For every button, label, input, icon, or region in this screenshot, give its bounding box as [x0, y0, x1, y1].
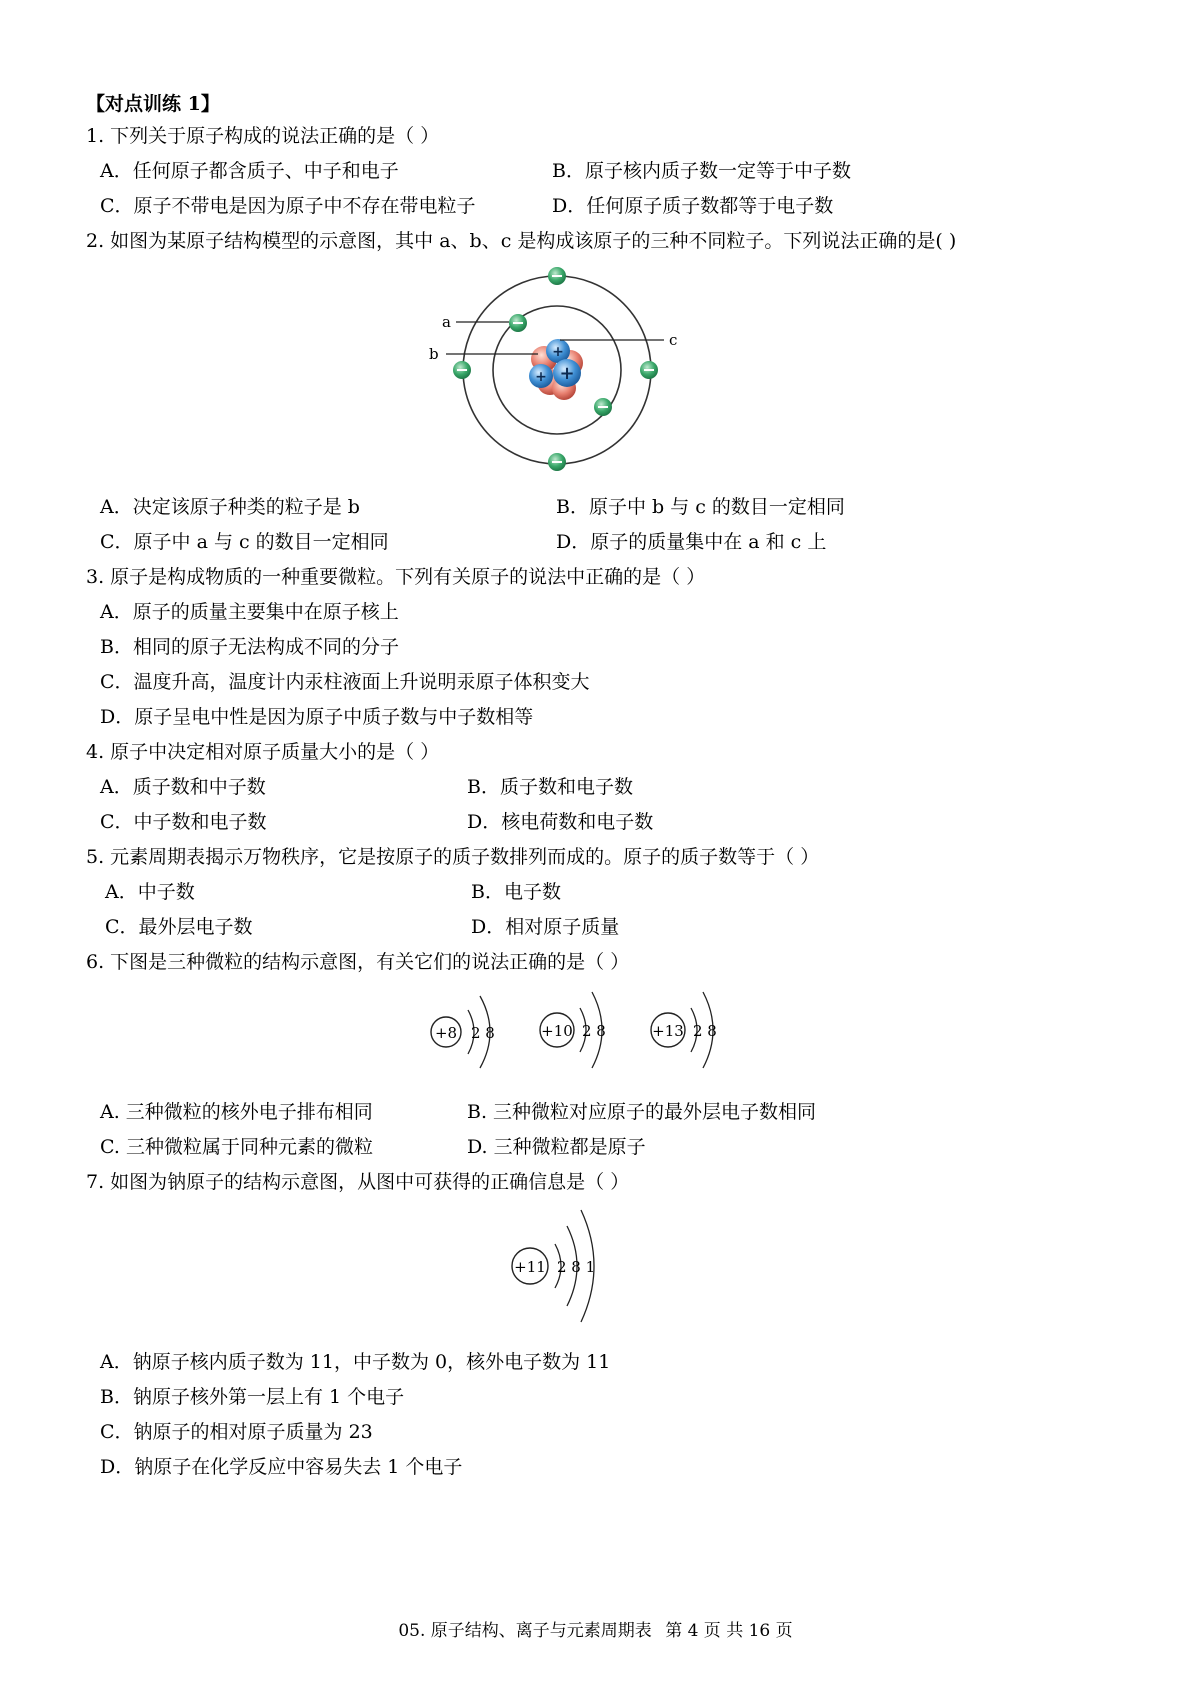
- question-7-option-c: C．钠原子的相对原子质量为 23: [100, 1421, 373, 1443]
- sodium-atom-structure-diagram: [505, 1200, 615, 1328]
- question-5-option-b: B．电子数: [471, 881, 561, 903]
- question-4-stem: 4. 原子中决定相对原子质量大小的是（ ）: [86, 741, 440, 763]
- question-6-option-a: A. 三种微粒的核外电子排布相同: [100, 1101, 373, 1123]
- svg-text:+: +: [559, 363, 575, 384]
- page-footer: [0, 1616, 1191, 1641]
- three-particle-structure-diagrams: [420, 982, 730, 1082]
- question-7-option-b: B．钠原子核外第一层上有 1 个电子: [100, 1386, 405, 1408]
- question-4-option-a: A．质子数和中子数: [100, 776, 266, 798]
- question-6-option-c: C. 三种微粒属于同种元素的微粒: [100, 1136, 373, 1158]
- question-1-stem: 1. 下列关于原子构成的说法正确的是（ ）: [86, 125, 440, 147]
- svg-text:+13: +13: [652, 1022, 684, 1040]
- svg-text:2 8: 2 8: [582, 1022, 606, 1040]
- question-6-option-d: D. 三种微粒都是原子: [467, 1136, 646, 1158]
- question-7-stem: 7. 如图为钠原子的结构示意图，从图中可获得的正确信息是（ ）: [86, 1171, 630, 1193]
- question-7-option-a: A．钠原子核内质子数为 11，中子数为 0，核外电子数为 11: [100, 1351, 611, 1373]
- question-3-stem: 3. 原子是构成物质的一种重要微粒。下列有关原子的说法中正确的是（ ）: [86, 566, 706, 588]
- question-1-option-c: C．原子不带电是因为原子中不存在带电粒子: [100, 195, 476, 217]
- question-6-option-b: B. 三种微粒对应原子的最外层电子数相同: [467, 1101, 817, 1123]
- question-5-stem: 5. 元素周期表揭示万物秩序，它是按原子的质子数排列而成的。原子的质子数等于（ ）: [86, 846, 820, 868]
- question-3-option-b: B．相同的原子无法构成不同的分子: [100, 636, 399, 658]
- particle-diagram-1: [431, 996, 495, 1068]
- question-5-option-a: A．中子数: [105, 881, 195, 903]
- svg-text:+8: +8: [434, 1024, 458, 1042]
- nucleus-cluster: [529, 339, 583, 400]
- svg-text:2 8: 2 8: [693, 1022, 717, 1040]
- svg-text:+: +: [535, 369, 547, 385]
- question-1-option-d: D．任何原子质子数都等于电子数: [552, 195, 834, 217]
- footer-page-number: 第 4 页 共 16 页: [665, 1621, 793, 1641]
- question-6-stem: 6. 下图是三种微粒的结构示意图，有关它们的说法正确的是（ ）: [86, 951, 630, 973]
- footer-chapter: 05. 原子结构、离子与元素周期表: [398, 1621, 652, 1641]
- label-c: c: [669, 331, 678, 349]
- label-b: b: [429, 345, 439, 363]
- question-7-option-d: D．钠原子在化学反应中容易失去 1 个电子: [100, 1456, 463, 1478]
- question-3-option-c: C．温度升高，温度计内汞柱液面上升说明汞原子体积变大: [100, 671, 590, 693]
- particle-diagram-2: [540, 992, 606, 1068]
- svg-text:2 8: 2 8: [471, 1024, 495, 1042]
- question-4-option-c: C．中子数和电子数: [100, 811, 267, 833]
- sodium-nucleus-label: +11: [514, 1258, 546, 1276]
- question-1-option-b: B．原子核内质子数一定等于中子数: [552, 160, 851, 182]
- question-2-option-c: C．原子中 a 与 c 的数目一定相同: [100, 531, 389, 553]
- svg-text:+10: +10: [541, 1022, 573, 1040]
- question-2-option-a: A．决定该原子种类的粒子是 b: [100, 496, 360, 518]
- question-3-option-d: D．原子呈电中性是因为原子中质子数与中子数相等: [100, 706, 534, 728]
- question-4-option-b: B．质子数和电子数: [467, 776, 633, 798]
- question-4-option-d: D．核电荷数和电子数: [467, 811, 654, 833]
- question-5-option-d: D．相对原子质量: [471, 916, 620, 938]
- atom-structure-model-diagram: [420, 262, 710, 480]
- section-heading: 【对点训练 1】: [86, 93, 220, 115]
- question-2-option-b: B．原子中 b 与 c 的数目一定相同: [556, 496, 845, 518]
- svg-text:+: +: [552, 344, 564, 360]
- sodium-shell-electrons: 2 8 1: [557, 1258, 596, 1276]
- question-3-option-a: A．原子的质量主要集中在原子核上: [100, 601, 399, 623]
- question-1-option-a: A．任何原子都含质子、中子和电子: [100, 160, 399, 182]
- question-5-option-c: C．最外层电子数: [105, 916, 253, 938]
- question-2-option-d: D．原子的质量集中在 a 和 c 上: [556, 531, 827, 553]
- question-2-stem: 2. 如图为某原子结构模型的示意图，其中 a、b、c 是构成该原子的三种不同粒子。下列说法正确的是( ): [86, 230, 957, 252]
- particle-diagram-3: [651, 992, 717, 1068]
- label-a: a: [442, 313, 451, 331]
